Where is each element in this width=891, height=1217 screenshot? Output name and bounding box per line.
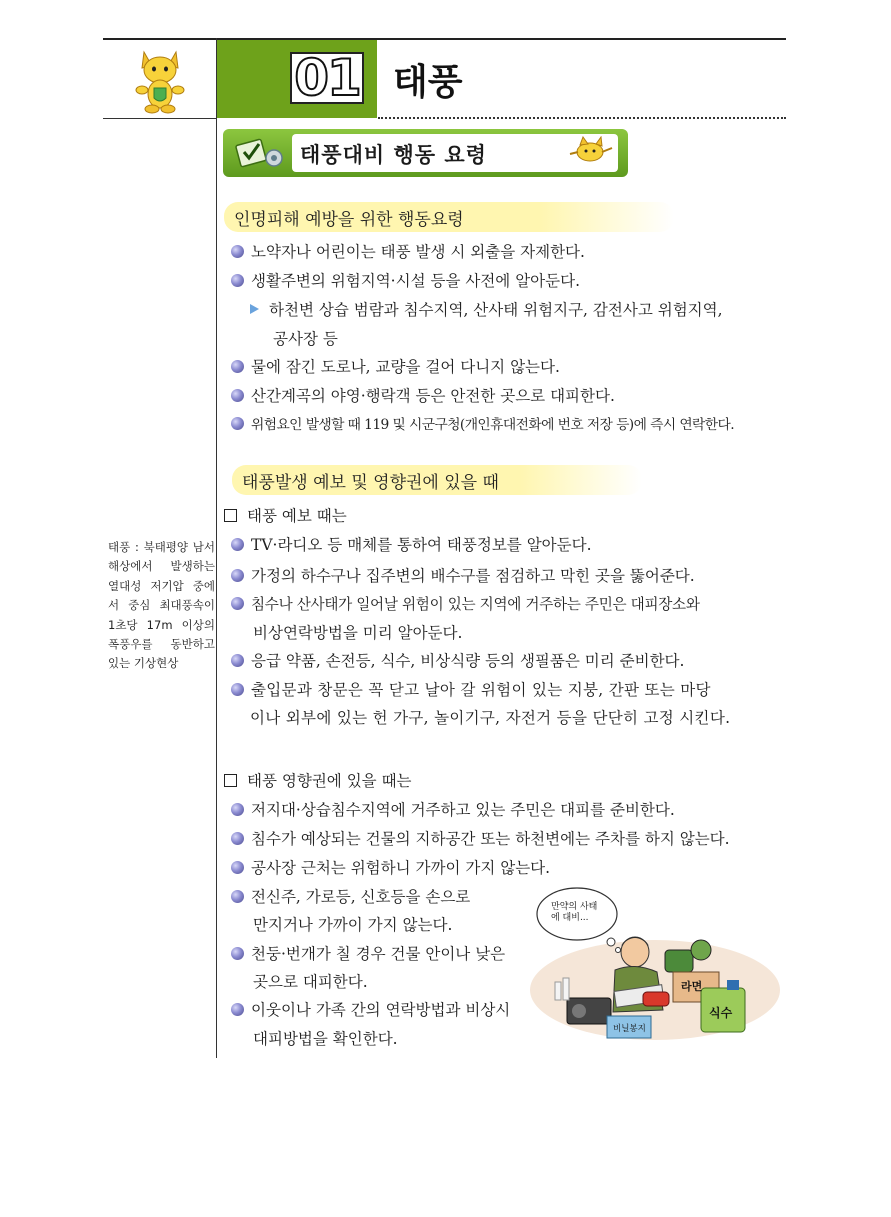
bullet-icon: [231, 861, 244, 874]
column-divider: [216, 38, 217, 1058]
bullet-icon: [231, 832, 244, 845]
mascot-logo-icon: [130, 44, 190, 114]
subsection-forecast: 태풍 예보 때는: [224, 506, 347, 526]
list-item-sub: 하천변 상습 범람과 침수지역, 산사태 위험지구, 감전사고 위험지역,: [250, 300, 723, 320]
list-item: 천둥·번개가 칠 경우 건물 안이나 낮은: [231, 944, 505, 964]
list-item-continued: 비상연락방법을 미리 알아둔다.: [253, 624, 463, 642]
bullet-icon: [231, 1003, 244, 1016]
list-item: 노약자나 어린이는 태풍 발생 시 외출을 자제한다.: [231, 242, 585, 262]
checkbox-square-icon: [224, 509, 237, 522]
list-item-continued: 이나 외부에 있는 헌 가구, 놀이기구, 자전거 등을 단단히 고정 시킨다.: [250, 709, 731, 727]
list-item-continued: 대피방법을 확인한다.: [253, 1030, 398, 1048]
list-item: 저지대·상습침수지역에 거주하고 있는 주민은 대피를 준비한다.: [231, 800, 675, 820]
header-top-rule: [103, 38, 786, 40]
page-title: 태풍: [393, 62, 463, 103]
list-item: 공사장 근처는 위험하니 가까이 가지 않는다.: [231, 858, 550, 878]
section-heading-injury-prevention: 인명피해 예방을 위한 행동요령: [224, 202, 674, 232]
sidebar-definition-note: 태풍 : 북태평양 남서해상에서 발생하는 열대성 저기압 중에서 중심 최대풍속이 1초당 17m 이상의 폭풍우를 동반하고 있는 기상현상: [108, 540, 215, 671]
section-heading-typhoon-forecast: 태풍발생 예보 및 영향권에 있을 때: [232, 465, 642, 495]
header-dotted-rule: [378, 117, 786, 119]
bullet-icon: [231, 947, 244, 960]
bullet-icon: [231, 597, 244, 610]
chapter-number: 01: [294, 49, 360, 107]
list-item: 이웃이나 가족 간의 연락방법과 비상시: [231, 1000, 510, 1020]
bullet-icon: [231, 389, 244, 402]
arrow-bullet-icon: [250, 304, 259, 314]
water-jug-label: 식수: [709, 1006, 733, 1020]
bullet-icon: [231, 683, 244, 696]
header-left-rule: [103, 118, 217, 119]
list-item: 물에 잠긴 도로나, 교량을 걸어 다니지 않는다.: [231, 357, 560, 377]
bullet-icon: [231, 654, 244, 667]
list-item-continued: 만지거나 가까이 가지 않는다.: [253, 916, 453, 934]
bullet-icon: [231, 274, 244, 287]
list-item: 가정의 하수구나 집주변의 배수구를 점검하고 막힌 곳을 뚫어준다.: [231, 566, 695, 586]
list-item: 산간계곡의 야영·행락객 등은 안전한 곳으로 대피한다.: [231, 386, 615, 406]
bullet-icon: [231, 360, 244, 373]
bullet-icon: [231, 538, 244, 551]
chapter-number-box: [290, 49, 364, 107]
bullet-icon: [231, 803, 244, 816]
checkbox-square-icon: [224, 774, 237, 787]
list-item: 위험요인 발생할 때 119 및 시군구청(개인휴대전화에 번호 저장 등)에 즉시 연락한다.: [231, 415, 734, 435]
plastic-bag-label: 비닐봉지: [613, 1024, 646, 1034]
bullet-icon: [231, 417, 244, 430]
speech-bubble-text: 만약의 사태에 대비...: [551, 902, 598, 923]
list-item-continued: 공사장 등: [273, 330, 338, 348]
list-item: 응급 약품, 손전등, 식수, 비상식량 등의 생필품은 미리 준비한다.: [231, 651, 684, 671]
bullet-icon: [231, 245, 244, 258]
list-item: 출입문과 창문은 꼭 닫고 날아 갈 위험이 있는 지붕, 간판 또는 마당: [231, 680, 711, 700]
emergency-supplies-illustration: [515, 880, 780, 1050]
list-item: 생활주변의 위험지역·시설 등을 사전에 알아둔다.: [231, 271, 580, 291]
ramen-box-label: 라면: [681, 980, 703, 993]
list-item: TV·라디오 등 매체를 통하여 태풍정보를 알아둔다.: [231, 535, 592, 555]
list-item: 침수가 예상되는 건물의 지하공간 또는 하천변에는 주차를 하지 않는다.: [231, 829, 730, 849]
bullet-icon: [231, 890, 244, 903]
list-item: 전신주, 가로등, 신호등을 손으로: [231, 887, 470, 907]
mascot-flying-icon: [568, 136, 614, 168]
checklist-icon: [232, 134, 288, 172]
subsection-affected: 태풍 영향권에 있을 때는: [224, 771, 412, 791]
banner-label: 태풍대비 행동 요령: [300, 143, 487, 167]
list-item: 침수나 산사태가 일어날 위험이 있는 지역에 거주하는 주민은 대피장소와: [231, 595, 700, 615]
bullet-icon: [231, 569, 244, 582]
list-item-continued: 곳으로 대피한다.: [253, 973, 368, 991]
